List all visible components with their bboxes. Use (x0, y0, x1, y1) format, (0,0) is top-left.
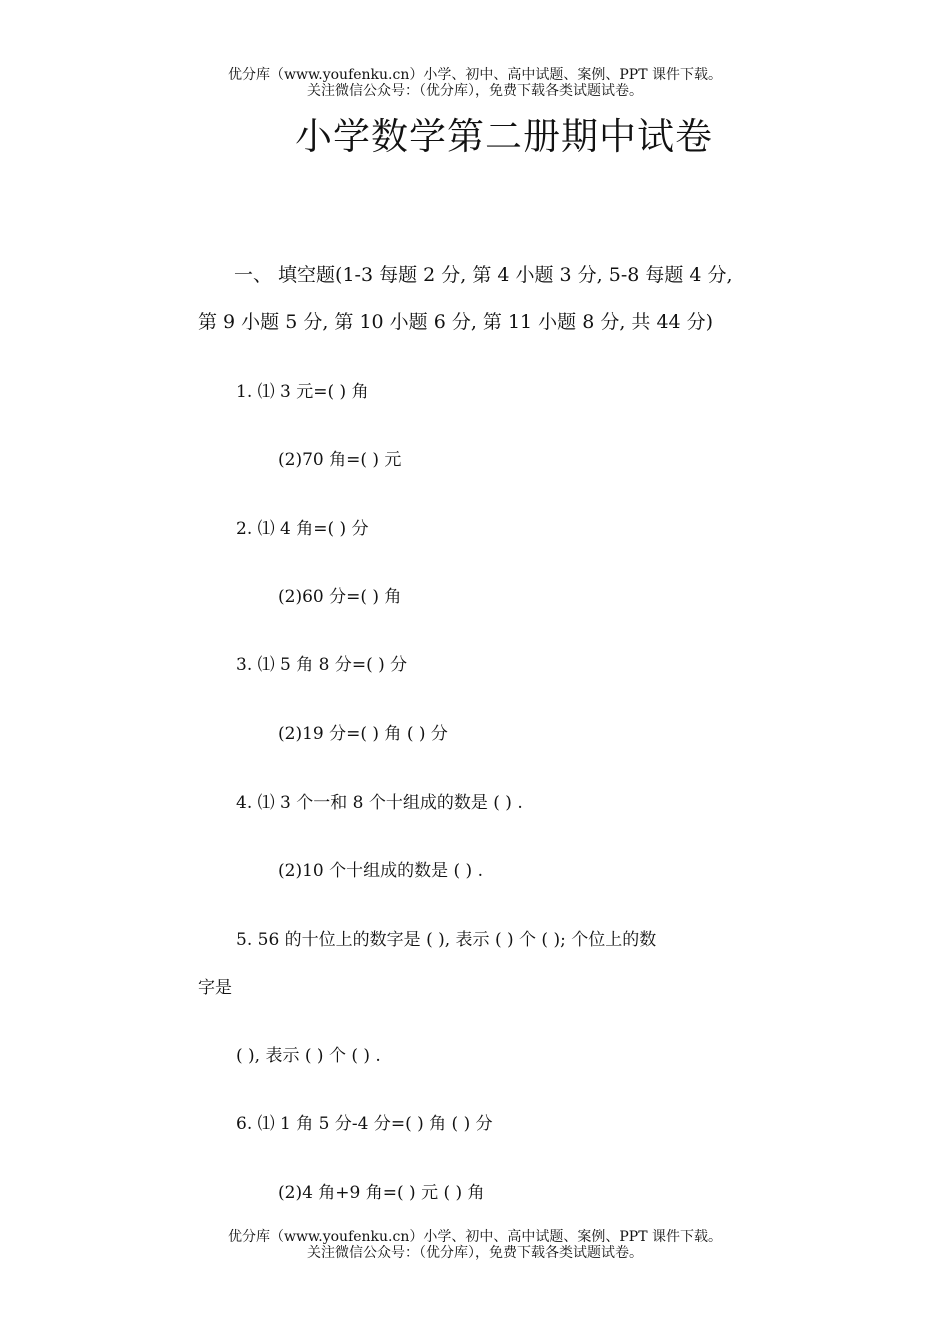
question-5-line-2: 字是 (198, 978, 232, 998)
question-2-part-1: 2. ⑴ 4 角=( ) 分 (236, 519, 369, 539)
question-4-part-2: (2)10 个十组成的数是 ( ) . (278, 861, 483, 881)
header-line-1: 优分库（www.youfenku.cn）小学、初中、高中试题、案例、PPT 课件下载。 (227, 67, 722, 83)
question-6-part-1: 6. ⑴ 1 角 5 分-4 分=( ) 角 ( ) 分 (236, 1114, 493, 1134)
question-6-part-2: (2)4 角+9 角=( ) 元 ( ) 角 (278, 1183, 485, 1203)
question-3-part-2: (2)19 分=( ) 角 ( ) 分 (278, 724, 448, 744)
section-heading-line-1: 一、 填空题(1-3 每题 2 分, 第 4 小题 3 分, 5-8 每题 4 分, (234, 264, 733, 286)
footer-line-2: 关注微信公众号：（优分库），免费下载各类试题试卷。 (307, 1245, 643, 1261)
page-footer (0, 1229, 950, 1261)
question-1-part-1: 1. ⑴ 3 元=( ) 角 (236, 382, 369, 402)
section-heading-line-2: 第 9 小题 5 分, 第 10 小题 6 分, 第 11 小题 8 分, 共 44 分) (198, 311, 714, 333)
question-5-line-3: ( ), 表示 ( ) 个 ( ) . (236, 1046, 381, 1066)
footer-line-1: 优分库（www.youfenku.cn）小学、初中、高中试题、案例、PPT 课件下载。 (227, 1229, 722, 1245)
question-2-part-2: (2)60 分=( ) 角 (278, 587, 402, 607)
header-line-2: 关注微信公众号：（优分库），免费下载各类试题试卷。 (307, 83, 643, 99)
question-5-line-1: 5. 56 的十位上的数字是 ( ), 表示 ( ) 个 ( ); 个位上的数 (236, 930, 657, 950)
page-header (0, 67, 950, 99)
question-1-part-2: (2)70 角=( ) 元 (278, 450, 402, 470)
question-4-part-1: 4. ⑴ 3 个一和 8 个十组成的数是 ( ) . (236, 793, 523, 813)
question-3-part-1: 3. ⑴ 5 角 8 分=( ) 分 (236, 655, 408, 675)
document-title: 小学数学第二册期中试卷 (295, 115, 713, 158)
